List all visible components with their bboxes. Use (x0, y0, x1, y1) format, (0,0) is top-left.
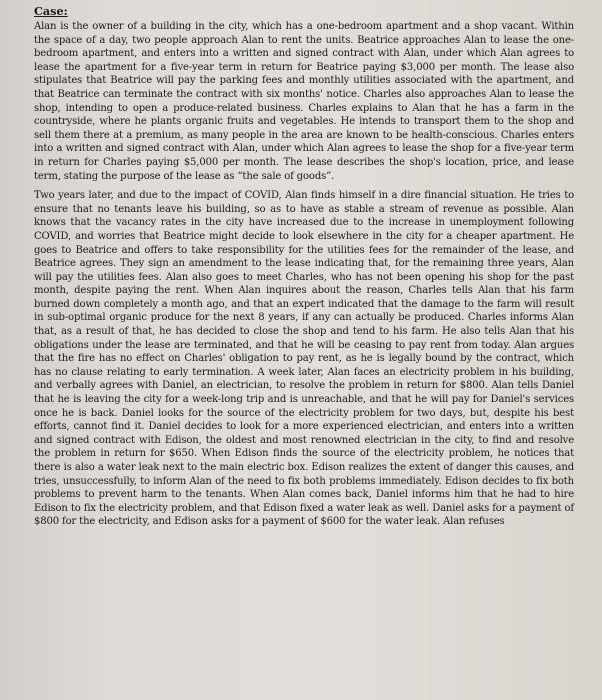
paragraph-2: Two years later, and due to the impact of COVID, Alan finds himself in a dire financial situation. He tries to ensure that no tenants leave his building, so as to have as stable a stream of revenue as possible. Alan knows that the vacancy rates in the city have increased due to the increase in unemployment following COVID, and worries that Beatrice might decide to look elsewhere in the city for a cheaper apartment. He goes to Beatrice and offers to take responsibility for the utilities fees for the remainder of the lease, and Beatrice agrees. They sign an amendment to the lease indicating that, for the remaining three years, Alan will pay the utilities fees. Alan also goes to meet Charles, who has not been opening his shop for the past month, despite paying the rent. When Alan inquires about the reason, Charles tells Alan that his farm burned down completely a month ago, and that an expert indicated that the damage to the farm will result in sub-optimal organic produce for the next 8 years, if any can actually be produced. Charles informs Alan that, as a result of that, he has decided to close the shop and tend to his farm. He also tells Alan that his obligations under the lease are terminated, and that he will be ceasing to pay rent from today. Alan argues that the fire has no effect on Charles' obligation to pay rent, as he is legally bound by the contract, which has no clause relating to early termination. A week later, Alan faces an electricity problem in his building, and verbally agrees with Daniel, an electrician, to resolve the problem in return for $800. Alan tells Daniel that he is leaving the city for a week-long trip and is unreachable, and that he will pay for Daniel's services once he is back. Daniel looks for the source of the electricity problem for two days, but, despite his best efforts, cannot find it. Daniel decides to look for a more experienced electrician, and enters into a written and signed contract with Edison, the oldest and most renowned electrician in the city, to find and resolve the problem in return for $650. When Edison finds the source of the electricity problem, he notices that there is also a water leak next to the main electric box. Edison realizes the extent of danger this causes, and tries, unsuccessfully, to inform Alan of the need to fix both problems immediately. Edison decides to fix both problems to prevent harm to the tenants. When Alan comes back, Daniel informs him that he had to hire Edison to fix the electricity problem, and that Edison fixed a water leak as well. Daniel asks for a payment of $800 for the electricity, and Edison asks for a payment of $600 for the water leak. Alan refuses (34, 190, 574, 528)
case-heading: Case: (34, 4, 68, 18)
paragraph-1: Alan is the owner of a building in the city, which has a one-bedroom apartment and a shop vacant. Within the space of a day, two people approach Alan to rent the units. Beatrice approaches Alan to lease the one-bedroom apartment, and enters into a written and signed contract with Alan, under which Alan agrees to lease the apartment for a five-year term in return for Beatrice paying $3,000 per month. The lease also stipulates that Beatrice will pay the parking fees and monthly utilities associated with the apartment, and that Beatrice can terminate the contract with six months' notice. Charles also approaches Alan to lease the shop, intending to open a produce-related business. Charles explains to Alan that he has a farm in the countryside, where he plants organic fruits and vegetables. He intends to transport them to the shop and sell them there at a premium, as many people in the area are known to be health-conscious. Charles enters into a written and signed contract with Alan, under which Alan agrees to lease the shop for a five-year term in return for Charles paying $5,000 per month. The lease describes the shop's location, price, and lease term, stating the purpose of the lease as “the sale of goods”. (34, 21, 574, 182)
